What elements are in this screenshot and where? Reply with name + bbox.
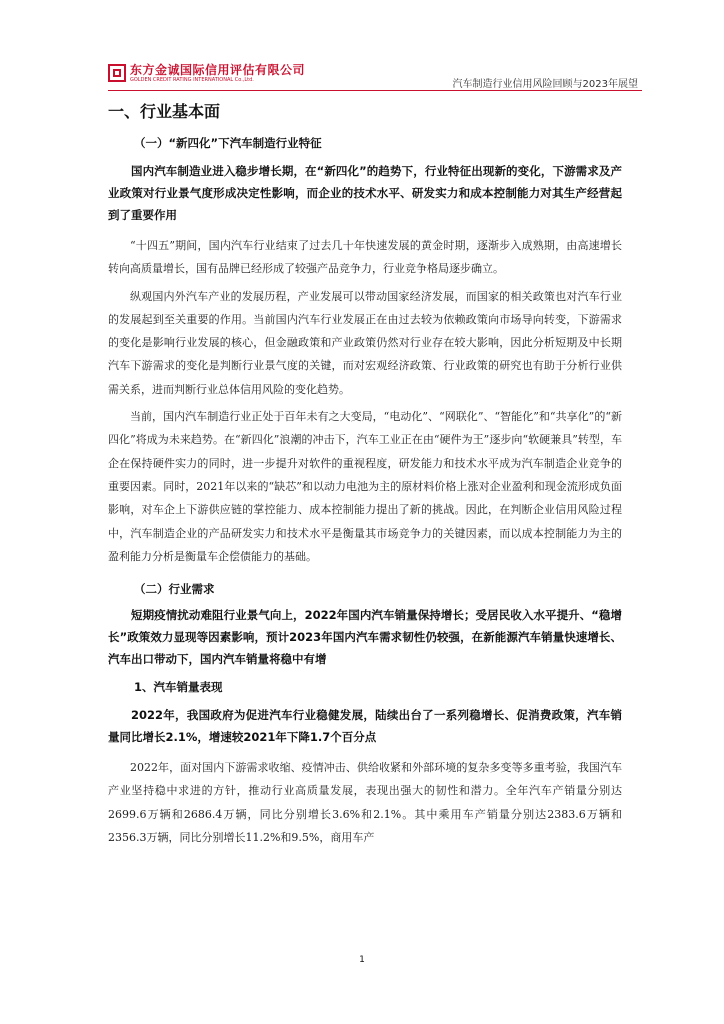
- paragraph: 当前，国内汽车制造行业正处于百年未有之大变局，“电动化”、“网联化”、“智能化”和“共享化”的“新四化”将成为未来趋势。在“新四化”浪潮的冲击下，汽车工业正在由“硬件为王”逐步向“软硬兼具”转型，车企在保持硬件实力的同时，进一步提升对软件的重视程度，研发能力和技术水平成为汽车制造企业竞争的重要因素。同时，2021年以来的“缺芯”和以动力电池为主的原材料价格上涨对企业盈利和现金流形成负面影响，对车企上下游供应链的掌控能力、成本控制能力提出了新的挑战。因此，在判断企业信用风险过程中，汽车制造企业的产品研发实力和技术水平是衡量其市场竞争力的关键因素，而以成本控制能力为主的盈利能力分析是衡量车企偿债能力的基础。: [108, 410, 622, 563]
- logo-english-name: GOLDEN CREDIT RATING INTERNATIONAL Co.,Ltd.: [130, 77, 254, 83]
- report-title: 汽车制造行业信用风险回顾与2023年展望: [452, 79, 638, 90]
- company-logo: [108, 64, 305, 84]
- sub-subsection-summary: 2022年，我国政府为促进汽车行业稳健发展，陆续出台了一系列稳增长、促消费政策，汽车销量同比增长2.1%，增速较2021年下降1.7个百分点: [108, 708, 622, 745]
- document-body: [108, 100, 622, 849]
- logo-chinese-name: 东方金诚国际信用评估有限公司: [130, 63, 306, 77]
- sub-subsection-heading: 1、汽车销量表现: [134, 680, 223, 695]
- subsection-summary-1: 国内汽车制造业进入稳步增长期，在“新四化”的趋势下，行业特征出现新的变化，下游需求及产业政策对行业景气度形成决定性影响，而企业的技术水平、研发实力和成本控制能力对其生产经营起到了重要作用: [108, 164, 622, 222]
- page-number: 1: [359, 955, 365, 965]
- page-header: [108, 64, 642, 91]
- paragraph: “十四五”期间，国内汽车行业结束了过去几十年快速发展的黄金时期，逐渐步入成熟期，由高速增长转向高质量增长，国有品牌已经形成了较强产品竞争力，行业竞争格局逐步确立。: [108, 239, 622, 276]
- section-heading: 一、行业基本面: [108, 102, 221, 121]
- paragraph: 2022年，面对国内下游需求收缩、疫情冲击、供给收紧和外部环境的复杂多变等多重考验，我国汽车产业坚持稳中求进的方针，推动行业高质量发展，表现出强大的韧性和潜力。全年汽车产销量分别达2699.6万辆和2686.4万辆，同比分别增长3.6%和2.1%。其中乘用车产销量分别达2383.6万辆和2356.3万辆，同比分别增长11.2%和9.5%，商用车产: [108, 761, 622, 845]
- subsection-heading-1: （一）“新四化”下汽车制造行业特征: [134, 136, 322, 150]
- subsection-summary-2: 短期疫情扰动难阻行业景气向上，2022年国内汽车销量保持增长；受居民收入水平提升、“稳增长”政策效力显现等因素影响，预计2023年国内汽车需求韧性仍较强，在新能源汽车销量快速增长、汽车出口带动下，国内汽车销量将稳中有增: [108, 608, 622, 667]
- logo-mark-icon: [108, 64, 126, 82]
- paragraph: 纵观国内外汽车产业的发展历程，产业发展可以带动国家经济发展，而国家的相关政策也对汽车行业的发展起到至关重要的作用。当前国内汽车行业发展正在由过去较为依赖政策向市场导向转变，下游需求的变化是影响行业发展的核心，但金融政策和产业政策仍然对行业存在较大影响，因此分析短期及中长期汽车下游需求的变化是判断行业景气度的关键，而对宏观经济政策、行业政策的研究也有助于分析行业供需关系，进而判断行业总体信用风险的变化趋势。: [108, 289, 622, 396]
- subsection-heading-2: （二）行业需求: [134, 582, 215, 597]
